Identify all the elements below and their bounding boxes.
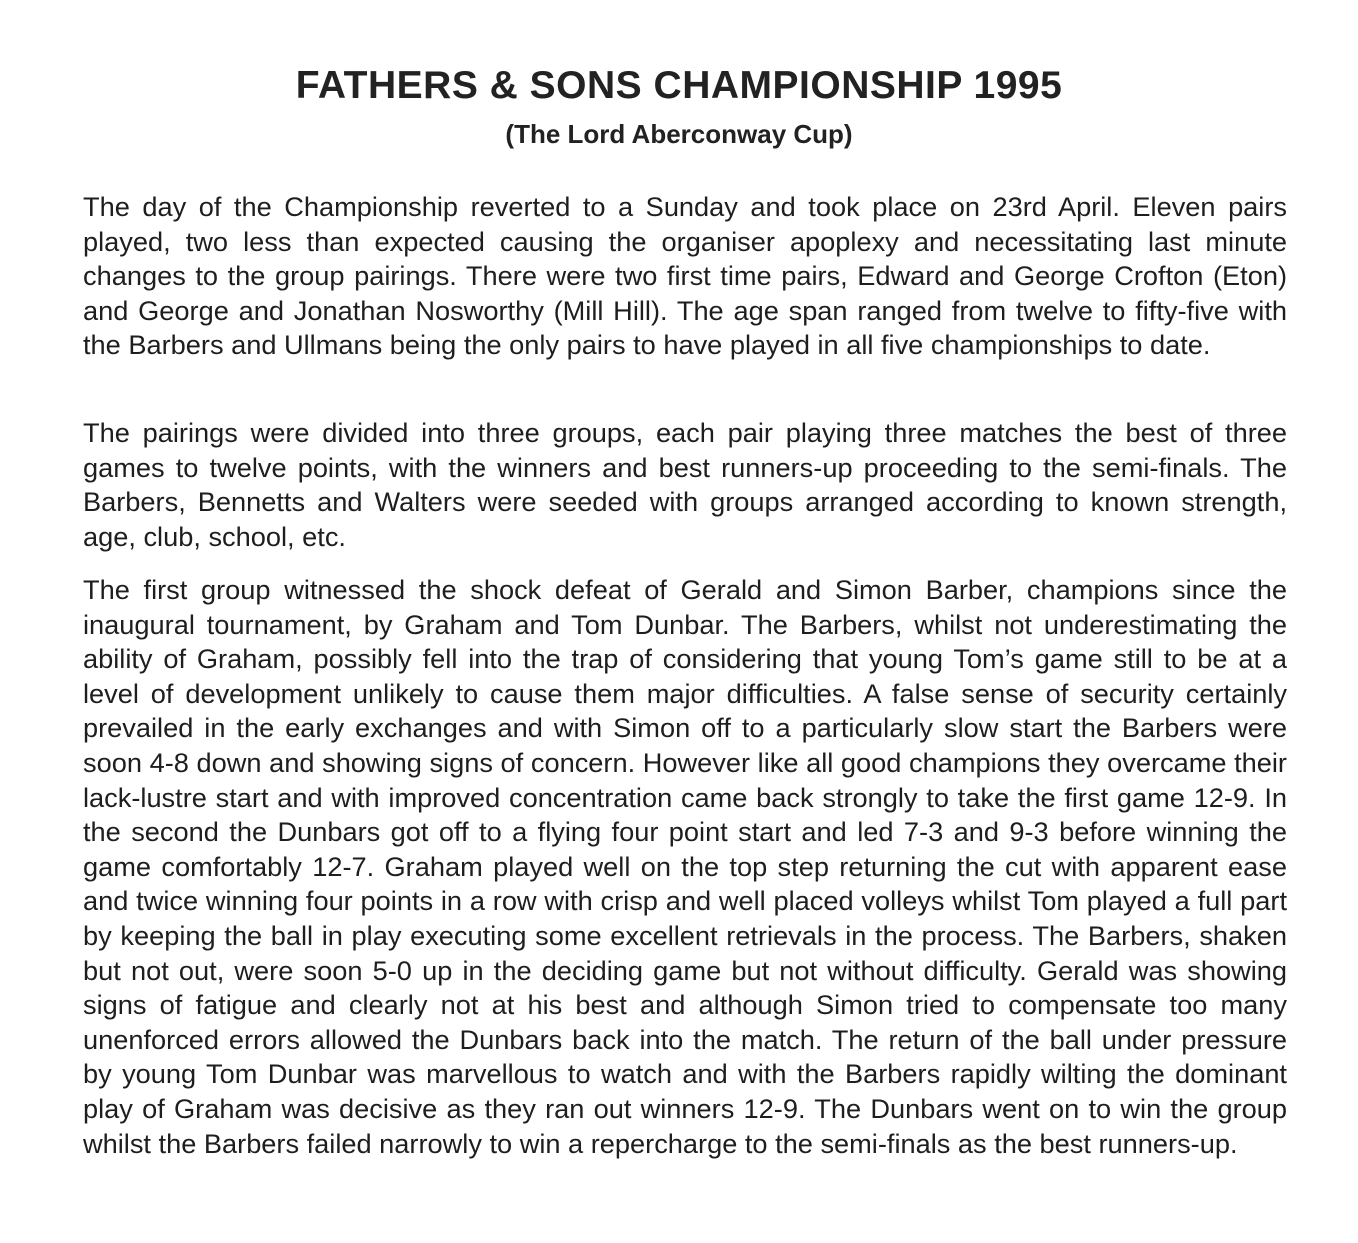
document-subtitle: (The Lord Aberconway Cup) [505,119,853,149]
document-title: FATHERS & SONS CHAMPIONSHIP 1995 [295,64,1063,107]
paragraph-2: The pairings were divided into three groups, each pair playing three matches the best of three games to twelve points, with the winners and best runners-up proceeding to the semi-finals. The Barbers, Bennetts and Walters were seeded with groups arranged according to known strength, age, club, school, etc. [83,417,1287,552]
paragraph-1: The day of the Championship reverted to a Sunday and took place on 23rd April. Eleven pairs played, two less than expected causing the organiser apoplexy and necessitating last minute changes to the group pairings. There were two first time pairs, Edward and George Crofton (Eton) and George and Jonathan Nosworthy (Mill Hill). The age span ranged from twelve to fifty-five with the Barbers and Ullmans being the only pairs to have played in all five championships to date. [83,191,1287,361]
paragraph-3: The first group witnessed the shock defeat of Gerald and Simon Barber, champions since the inaugural tournament, by Graham and Tom Dunbar. The Barbers, whilst not underestimating the ability of Graham, possibly fell into the trap of considering that young Tom’s game still to be at a level of development unlikely to cause them major difficulties. A false sense of security certainly prevailed in the early exchanges and with Simon off to a particularly slow start the Barbers were soon 4-8 down and showing signs of concern. However like all good champions they overcame their lack-lustre start and with improved concentration came back strongly to take the first game 12-9. In the second the Dunbars got off to a flying four point start and led 7-3 and 9-3 before winning the game comfortably 12-7. Graham played well on the top step returning the cut with apparent ease and twice winning four points in a row with crisp and well placed volleys whilst Tom played a full part by keeping the ball in play executing some excellent retrievals in the process. The Barbers, shaken but not out, were soon 5-0 up in the deciding game but not without difficulty. Gerald was showing signs of fatigue and clearly not at his best and although Simon tried to compensate too many unenforced errors allowed the Dunbars back into the match. The return of the ball under pressure by young Tom Dunbar was marvellous to watch and with the Barbers rapidly wilting the dominant play of Graham was decisive as they ran out winners 12-9. The Dunbars went on to win the group whilst the Barbers failed narrowly to win a repercharge to the semi-finals as the best runners-up. [83,574,1287,1159]
